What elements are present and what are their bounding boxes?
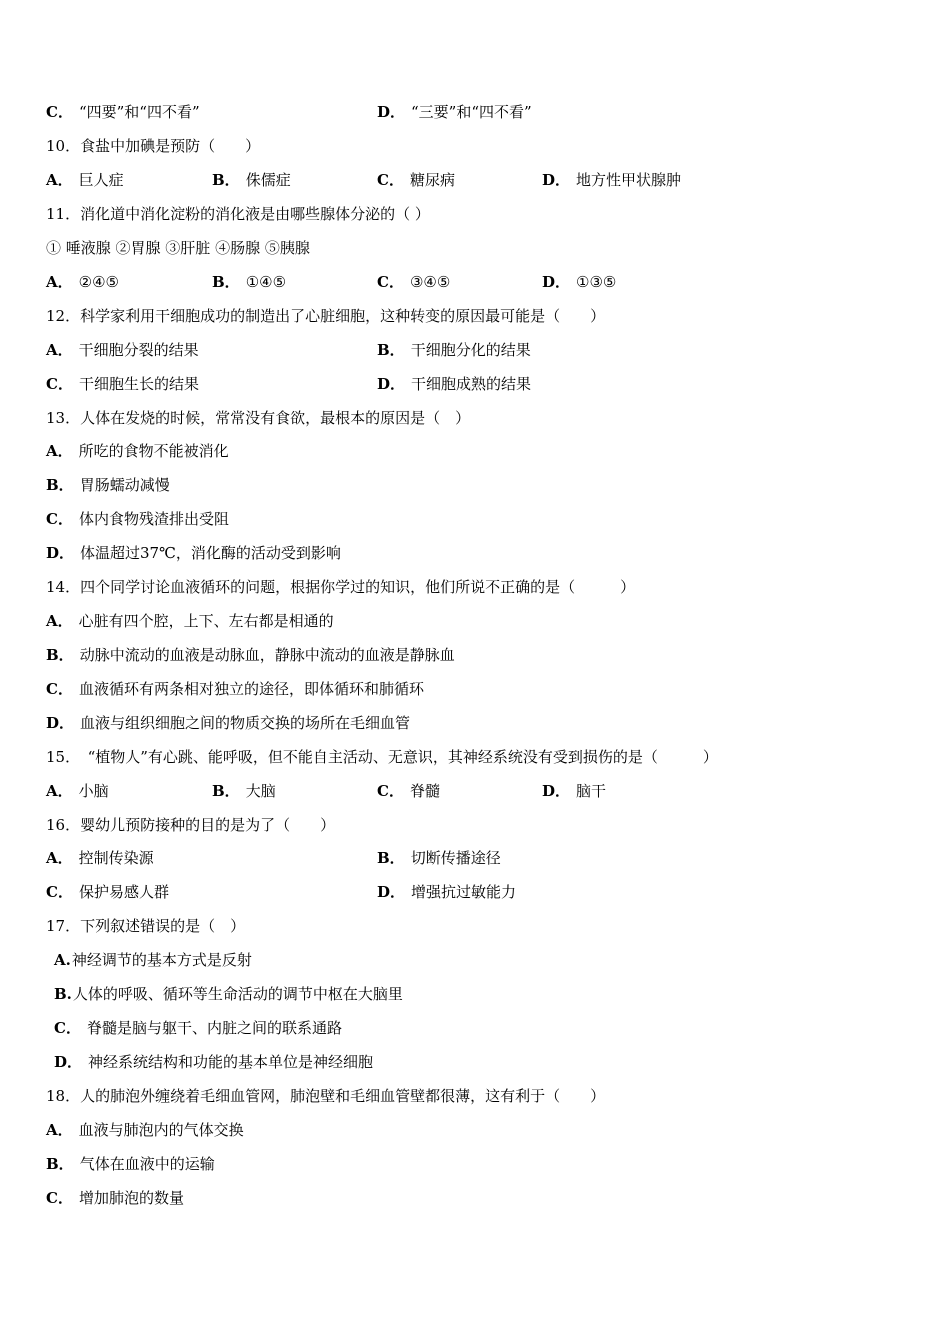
q11-option-d: D． ①③⑤ xyxy=(542,273,617,291)
q14-stem: 14．四个同学讨论血液循环的问题，根据你学过的知识，他们所说不正确的是（ ） xyxy=(46,578,636,596)
q16-option-a: A． 控制传染源 xyxy=(46,849,154,867)
q9-options-row xyxy=(46,100,910,124)
q10-option-a: A． 巨人症 xyxy=(46,171,124,189)
q18-stem: 18．人的肺泡外缠绕着毛细血管网，肺泡壁和毛细血管壁都很薄，这有利于（ ） xyxy=(46,1087,606,1105)
q10-option-c: C． 糖尿病 xyxy=(377,171,455,189)
q9-option-d: D． “三要”和“四不看” xyxy=(377,103,532,121)
q17-option-d: D． 神经系统结构和功能的基本单位是神经细胞 xyxy=(54,1053,374,1071)
q16-options-row-1 xyxy=(46,846,910,870)
q12-option-b: B． 干细胞分化的结果 xyxy=(377,341,531,359)
q12-options-row-2 xyxy=(46,372,910,396)
q15-option-b: B． 大脑 xyxy=(212,782,276,800)
q10-option-b: B． 侏儒症 xyxy=(212,171,291,189)
q15-option-c: C． 脊髓 xyxy=(377,782,440,800)
q15-stem: 15． “植物人”有心跳、能呼吸，但不能自主活动、无意识，其神经系统没有受到损伤的是（ ） xyxy=(46,748,718,766)
q18-option-b: B． 气体在血液中的运输 xyxy=(46,1155,215,1173)
q15-option-a: A． 小脑 xyxy=(46,782,109,800)
q16-stem: 16．婴幼儿预防接种的目的是为了（ ） xyxy=(46,816,336,834)
q18-option-a: A． 血液与肺泡内的气体交换 xyxy=(46,1121,244,1139)
q15-option-d: D． 脑干 xyxy=(542,782,607,800)
q14-option-a: A． 心脏有四个腔，上下、左右都是相通的 xyxy=(46,612,334,630)
q18-option-c: C． 增加肺泡的数量 xyxy=(46,1189,184,1207)
q11-options-row xyxy=(46,270,910,294)
q17-option-b: B.人体的呼吸、循环等生命活动的调节中枢在大脑里 xyxy=(54,985,403,1003)
q13-stem: 13．人体在发烧的时候，常常没有食欲，最根本的原因是（ ） xyxy=(46,409,471,427)
q16-option-b: B． 切断传播途径 xyxy=(377,849,501,867)
q12-options-row-1 xyxy=(46,338,910,362)
q12-stem: 12．科学家利用干细胞成功的制造出了心脏细胞，这种转变的原因最可能是（ ） xyxy=(46,307,606,325)
q17-stem: 17．下列叙述错误的是（ ） xyxy=(46,917,246,935)
q12-option-d: D． 干细胞成熟的结果 xyxy=(377,375,532,393)
q9-option-c: C． “四要”和“四不看” xyxy=(46,103,200,121)
q11-stem: 11．消化道中消化淀粉的消化液是由哪些腺体分泌的（ ） xyxy=(46,205,430,223)
q13-option-a: A． 所吃的食物不能被消化 xyxy=(46,442,229,460)
q17-option-c: C． 脊髓是脑与躯干、内脏之间的联系通路 xyxy=(54,1019,342,1037)
q11-option-c: C． ③④⑤ xyxy=(377,273,451,291)
q13-option-c: C． 体内食物残渣排出受阻 xyxy=(46,510,229,528)
q15-options-row xyxy=(46,779,910,803)
q10-options-row xyxy=(46,168,910,192)
q14-option-c: C． 血液循环有两条相对独立的途径，即体循环和肺循环 xyxy=(46,680,424,698)
q11-option-b: B． ①④⑤ xyxy=(212,273,287,291)
q14-option-b: B． 动脉中流动的血液是动脉血，静脉中流动的血液是静脉血 xyxy=(46,646,455,664)
q17-option-a: A.神经调节的基本方式是反射 xyxy=(54,951,252,969)
q16-options-row-2 xyxy=(46,880,910,904)
q14-option-d: D． 血液与组织细胞之间的物质交换的场所在毛细血管 xyxy=(46,714,411,732)
q11-option-a: A． ②④⑤ xyxy=(46,273,119,291)
q13-option-b: B． 胃肠蠕动减慢 xyxy=(46,476,170,494)
q12-option-a: A． 干细胞分裂的结果 xyxy=(46,341,199,359)
q12-option-c: C． 干细胞生长的结果 xyxy=(46,375,199,393)
q10-stem: 10．食盐中加碘是预防（ ） xyxy=(46,137,261,155)
q16-option-d: D． 增强抗过敏能力 xyxy=(377,883,517,901)
q16-option-c: C． 保护易感人群 xyxy=(46,883,169,901)
q11-note: ① 唾液腺 ②胃腺 ③肝脏 ④肠腺 ⑤胰腺 xyxy=(46,239,310,257)
q10-option-d: D． 地方性甲状腺肿 xyxy=(542,171,682,189)
q13-option-d: D． 体温超过37℃，消化酶的活动受到影响 xyxy=(46,544,341,562)
